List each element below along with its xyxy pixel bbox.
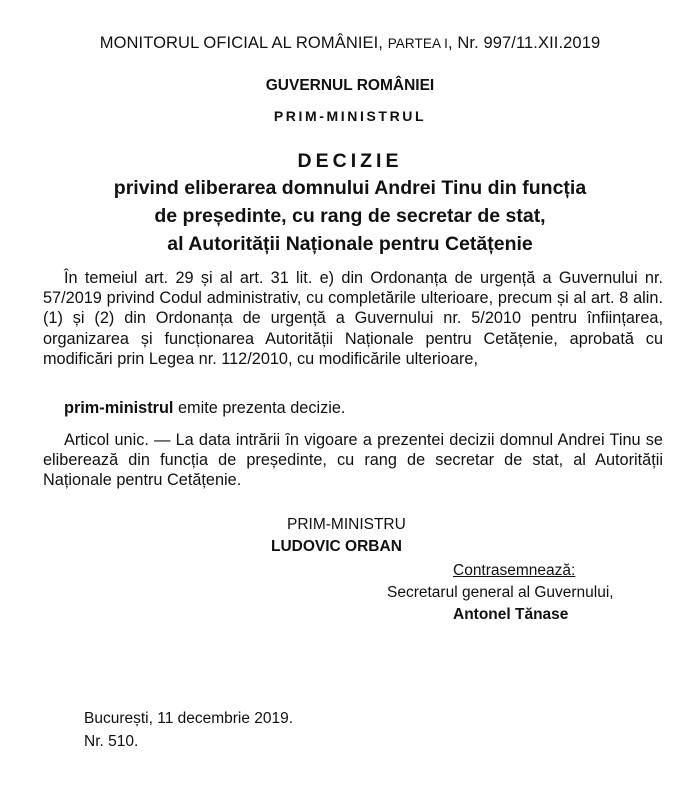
- gazette-header-number: , Nr. 997/11.XII.2019: [448, 34, 601, 52]
- preamble-paragraph: În temeiul art. 29 și al art. 31 lit. e) din Ordonanța de urgență a Guvernului nr. 57/2019 privind Codul administrativ, cu completările ulterioare, precum și al art. 8 alin. (1) și (2) din Ordonanța de urgență a Guvernului nr. 5/2010 pentru înființarea, organizarea și funcționarea Autorității Naționale pentru Cetățenie, aprobată cu modificări prin Legea nr. 112/2010, cu modificările ulterioare,: [43, 269, 663, 368]
- gazette-header: [0, 34, 700, 53]
- countersign-name: Antonel Tănase: [453, 606, 569, 623]
- issuer-office: PRIM-MINISTRUL: [273, 108, 427, 124]
- issuer-government: GUVERNUL ROMÂNIEI: [265, 77, 435, 94]
- gazette-header-name: MONITORUL OFICIAL AL ROMÂNIEI,: [99, 34, 388, 52]
- decision-number: Nr. 510.: [84, 733, 139, 750]
- place-and-date: București, 11 decembrie 2019.: [84, 710, 294, 727]
- document-title-line-1: privind eliberarea domnului Andrei Tinu din funcția: [113, 177, 587, 199]
- issuing-subject: prim-ministrul: [64, 399, 174, 417]
- issuing-paragraph: [43, 398, 663, 418]
- countersign-label: Contrasemnează:: [453, 562, 576, 579]
- document-title-line-2: de președinte, cu rang de secretar de stat,: [154, 205, 546, 227]
- document-title-line-3: al Autorității Naționale pentru Cetățenie: [167, 233, 533, 255]
- article-paragraph: Articol unic. — La data intrării în vigoare a prezentei decizii domnul Andrei Tinu se eliberează din funcția de președinte, cu rang de secretar de stat, al Autorității Naționale pentru Cetățenie.: [43, 431, 663, 490]
- issuing-text: emite prezenta decizie.: [173, 399, 346, 417]
- signatory-name: LUDOVIC ORBAN: [271, 538, 402, 555]
- signatory-title: PRIM-MINISTRU: [287, 516, 406, 533]
- gazette-header-part: PARTEA I: [387, 36, 449, 51]
- document-kind: DECIZIE: [297, 150, 403, 172]
- countersign-role: Secretarul general al Guvernului,: [387, 584, 614, 601]
